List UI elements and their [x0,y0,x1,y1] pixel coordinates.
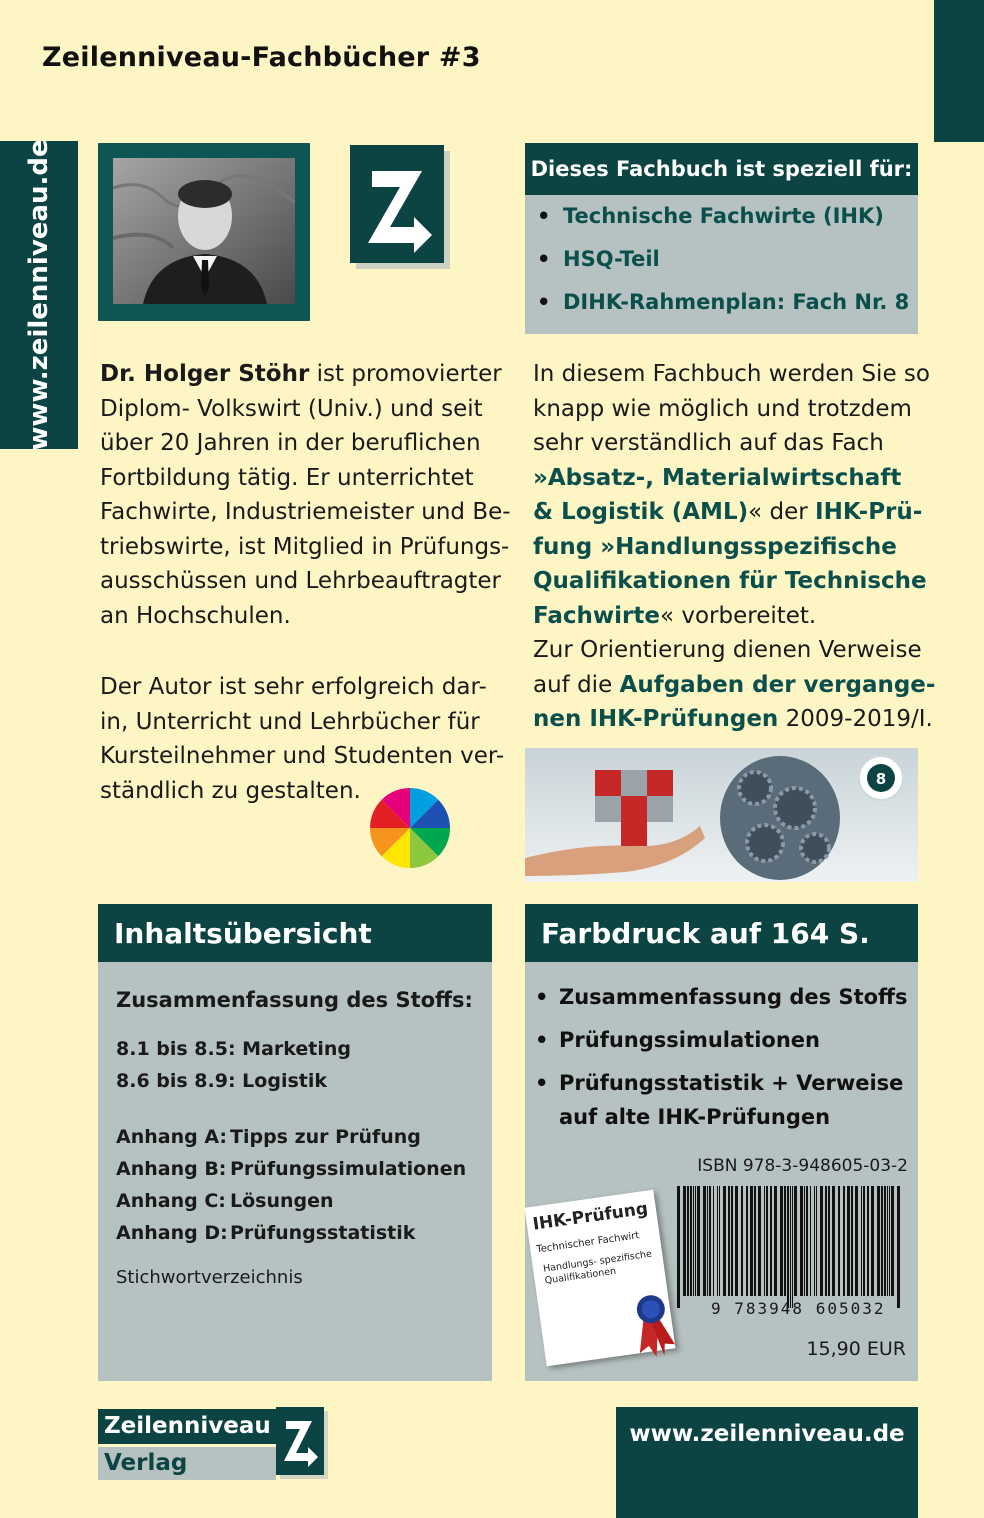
barcode-bar [709,1186,711,1296]
barcode-bar [695,1186,696,1296]
author-bio [100,357,511,633]
appendix-label: Anhang C: [116,1190,226,1212]
print-item [535,1023,820,1057]
text-run: Kursteilnehmer und Studenten ver- [100,743,505,769]
barcode-bar [881,1186,883,1296]
text-run: Qualifikationen für Technische [533,568,927,594]
text-line [100,357,502,392]
badge-number: 8 [875,770,887,788]
seal-icon [624,1288,683,1364]
barcode-bar [804,1186,805,1296]
text-run: ständlich zu gestalten. [100,777,361,804]
barcode-bar [814,1186,815,1296]
barcode-bar [690,1186,692,1296]
barcode-bar [884,1186,886,1296]
corner-tab [934,0,984,142]
print-item [535,980,908,1014]
isbn: ISBN 978-3-948605-03-2 [697,1156,908,1176]
target-item [537,204,884,228]
appendix-label: Anhang D: [116,1222,228,1244]
barcode-bar [677,1186,680,1308]
text-run: & Logistik (AML) [533,499,749,525]
barcode-bar [891,1186,894,1296]
barcode-bar [731,1186,733,1296]
barcode-digits: 9 783948 605032 [711,1299,886,1318]
barcode-bar [746,1186,748,1296]
text-line [100,426,492,461]
publisher-logo [98,1407,330,1479]
mini-book-title: IHK-Prüfung [531,1198,650,1235]
barcode-bar [735,1186,738,1296]
barcode-bar [855,1186,858,1296]
target-header: Dieses Fachbuch ist speziell für: [525,143,918,195]
footer-url-box [616,1407,918,1518]
barcode-bar [820,1186,823,1296]
text-run: Fachwirte [533,602,660,629]
barcode-bar [794,1186,797,1296]
author-photo-frame [98,143,310,321]
barcode-bar [784,1186,786,1296]
author-photo [113,158,295,304]
text-run: triebswirte, ist Mitglied in Prüfungs- [100,533,510,560]
text-run: nen IHK-Prüfungen [533,706,779,732]
barcode-bar [832,1186,835,1296]
barcode-bar [863,1186,865,1296]
barcode-bar [847,1186,850,1296]
barcode-bar [693,1186,694,1296]
footer-url: www.zeilenniveau.de [629,1421,905,1447]
barcode-bar [790,1186,791,1308]
text-run: auf die [533,671,620,698]
mini-book-subtitle: Technischer Fachwirt [535,1230,641,1256]
target-audience-box [525,143,918,334]
barcode-bar [843,1186,845,1296]
appendix-title: Lösungen [230,1190,334,1212]
text-line [533,461,923,496]
appendix-line [116,1126,421,1148]
appendix-line [116,1222,415,1244]
barcode-bar [697,1186,700,1296]
text-run: « der [748,499,816,525]
barcode-bar [806,1186,808,1296]
text-run: IHK-Prü- [815,499,923,525]
barcode-bar [800,1186,803,1296]
barcode-bar [780,1186,783,1296]
target-item-label: Technische Fachwirte (IHK) [563,204,884,228]
appendix-line [116,1158,466,1180]
text-line [100,705,492,740]
text-run: Der Autor ist sehr erfolgreich dar- [100,674,487,700]
barcode-bar [713,1186,714,1296]
appendix-title: Prüfungssimulationen [230,1158,467,1180]
text-run: Aufgaben der vergange- [619,671,936,698]
text-run: Dr. Holger Stöhr [100,361,310,387]
barcode-bar [764,1186,765,1296]
chapter-line: 8.1 bis 8.5: Marketing [116,1038,352,1060]
color-wheel-icon [370,788,450,868]
text-line [533,599,923,634]
print-item-label: Zusammenfassung des Stoffs [559,985,908,1009]
text-line [100,599,492,634]
text-line [100,495,511,530]
text-line [533,530,923,565]
barcode-bar [867,1186,869,1296]
text-run: « vorbereitet. [659,602,817,629]
side-url: www.zeilenniveau.de [24,139,54,451]
appendix-title: Tipps zur Prüfung [230,1126,421,1148]
text-line [533,357,930,392]
text-run: 2009-2019/I. [778,706,933,732]
text-run: an Hochschulen. [100,602,291,629]
barcode-bar [703,1186,706,1296]
barcode-bar [877,1186,880,1296]
barcode-bar [741,1186,743,1296]
print-item-label: Prüfungssimulationen [559,1028,820,1052]
text-run: in, Unterricht und Lehrbücher für [100,708,480,735]
bullet: • [535,985,549,1009]
book-cover-thumbnail [524,1190,675,1367]
bullet: • [537,204,551,228]
text-run: Fachwirte, Industriemeister und Be- [100,499,511,525]
text-line [533,702,933,737]
barcode-bar [750,1186,753,1296]
target-item-label: DIHK-Rahmenplan: Fach Nr. 8 [563,290,910,314]
publisher-name: Zeilenniveau [98,1409,276,1444]
text-run: In diesem Fachbuch werden Sie so [533,361,930,387]
barcode-bar [787,1186,789,1308]
text-line [100,530,510,565]
text-line [533,564,927,599]
bullet: • [537,247,551,271]
text-line [100,461,492,496]
text-line [100,564,502,599]
barcode-bar [717,1186,718,1296]
text-line [533,426,923,461]
mini-book-subtitle-2: Handlungs- spezifische Qualifikationen [542,1248,653,1287]
bullet: • [537,290,551,314]
publisher-z-icon [276,1407,328,1479]
barcode-bar [770,1186,772,1296]
print-info-box [525,904,918,1381]
gears-illustration [525,748,918,882]
appendix-title: Prüfungsstatistik [230,1222,416,1244]
barcode-bar [887,1186,888,1296]
text-run: ausschüssen und Lehrbeauftragter [100,568,502,594]
text-line [100,670,492,705]
publisher-label: Verlag [98,1447,276,1480]
summary-label: Zusammenfassung des Stoffs: [116,988,473,1012]
text-line [100,739,505,774]
text-run: Diplom- Volkswirt (Univ.) und seit [100,395,483,422]
barcode-bar [825,1186,827,1296]
target-item [537,290,909,314]
barcode-bar [889,1186,890,1296]
target-item [537,247,660,271]
contents-header: Inhaltsübersicht [98,904,492,962]
barcode-bar [897,1186,900,1308]
barcode-bar [810,1186,811,1296]
text-run: fung »Handlungsspezifische [533,533,897,560]
print-header: Farbdruck auf 164 S. [525,904,918,962]
contents-box [98,904,492,1381]
barcode-bar [838,1186,840,1296]
price: 15,90 EUR [806,1338,906,1360]
text-run: Fortbildung tätig. Er unterrichtet [100,464,474,491]
chapter-line: 8.6 bis 8.9: Logistik [116,1070,327,1092]
text-run: über 20 Jahren in der beruflichen [100,430,481,456]
barcode-bar [861,1186,862,1296]
text-run: Zur Orientierung dienen Verweise [533,637,922,663]
text-run: »Absatz-, Materialwirtschaft [533,464,902,491]
series-title: Zeilenniveau-Fachbücher #3 [42,42,481,73]
text-run: knapp wie möglich und trotzdem [533,395,912,422]
bullet: • [535,1071,549,1095]
print-item [535,1066,903,1134]
barcode-bar [828,1186,830,1296]
index-line: Stichwortverzeichnis [116,1267,303,1288]
barcode-bar [816,1186,817,1296]
text-line [533,495,923,530]
book-description [533,357,936,737]
bullet: • [535,1028,549,1052]
text-run: sehr verständlich auf das Fach [533,430,884,456]
text-line [533,668,936,703]
text-line [533,392,923,427]
target-item-label: HSQ-Teil [563,247,660,271]
appendix-label: Anhang A: [116,1126,227,1148]
barcode-bar [766,1186,768,1296]
barcode-bar [758,1186,761,1296]
barcode-bar [774,1186,777,1296]
barcode-bar [719,1186,720,1296]
barcode-bar [754,1186,756,1296]
barcode-bar [728,1186,730,1296]
barcode-bar [687,1186,689,1296]
print-item-label-2: auf alte IHK-Prüfungen [559,1105,831,1129]
barcode-bar [871,1186,874,1296]
z-logo [350,145,450,269]
appendix-line [116,1190,334,1212]
barcode-bar [723,1186,726,1296]
barcode-bar [792,1186,793,1308]
barcode [675,1186,905,1308]
side-band [0,141,78,449]
appendix-label: Anhang B: [116,1158,227,1180]
text-line [100,392,492,427]
barcode-bar [683,1186,686,1296]
print-item-label: Prüfungsstatistik + Verweise [559,1071,904,1095]
barcode-bar [851,1186,853,1296]
barcode-bar [707,1186,708,1296]
text-run: ist promovierter [309,361,502,387]
text-line [533,633,923,668]
